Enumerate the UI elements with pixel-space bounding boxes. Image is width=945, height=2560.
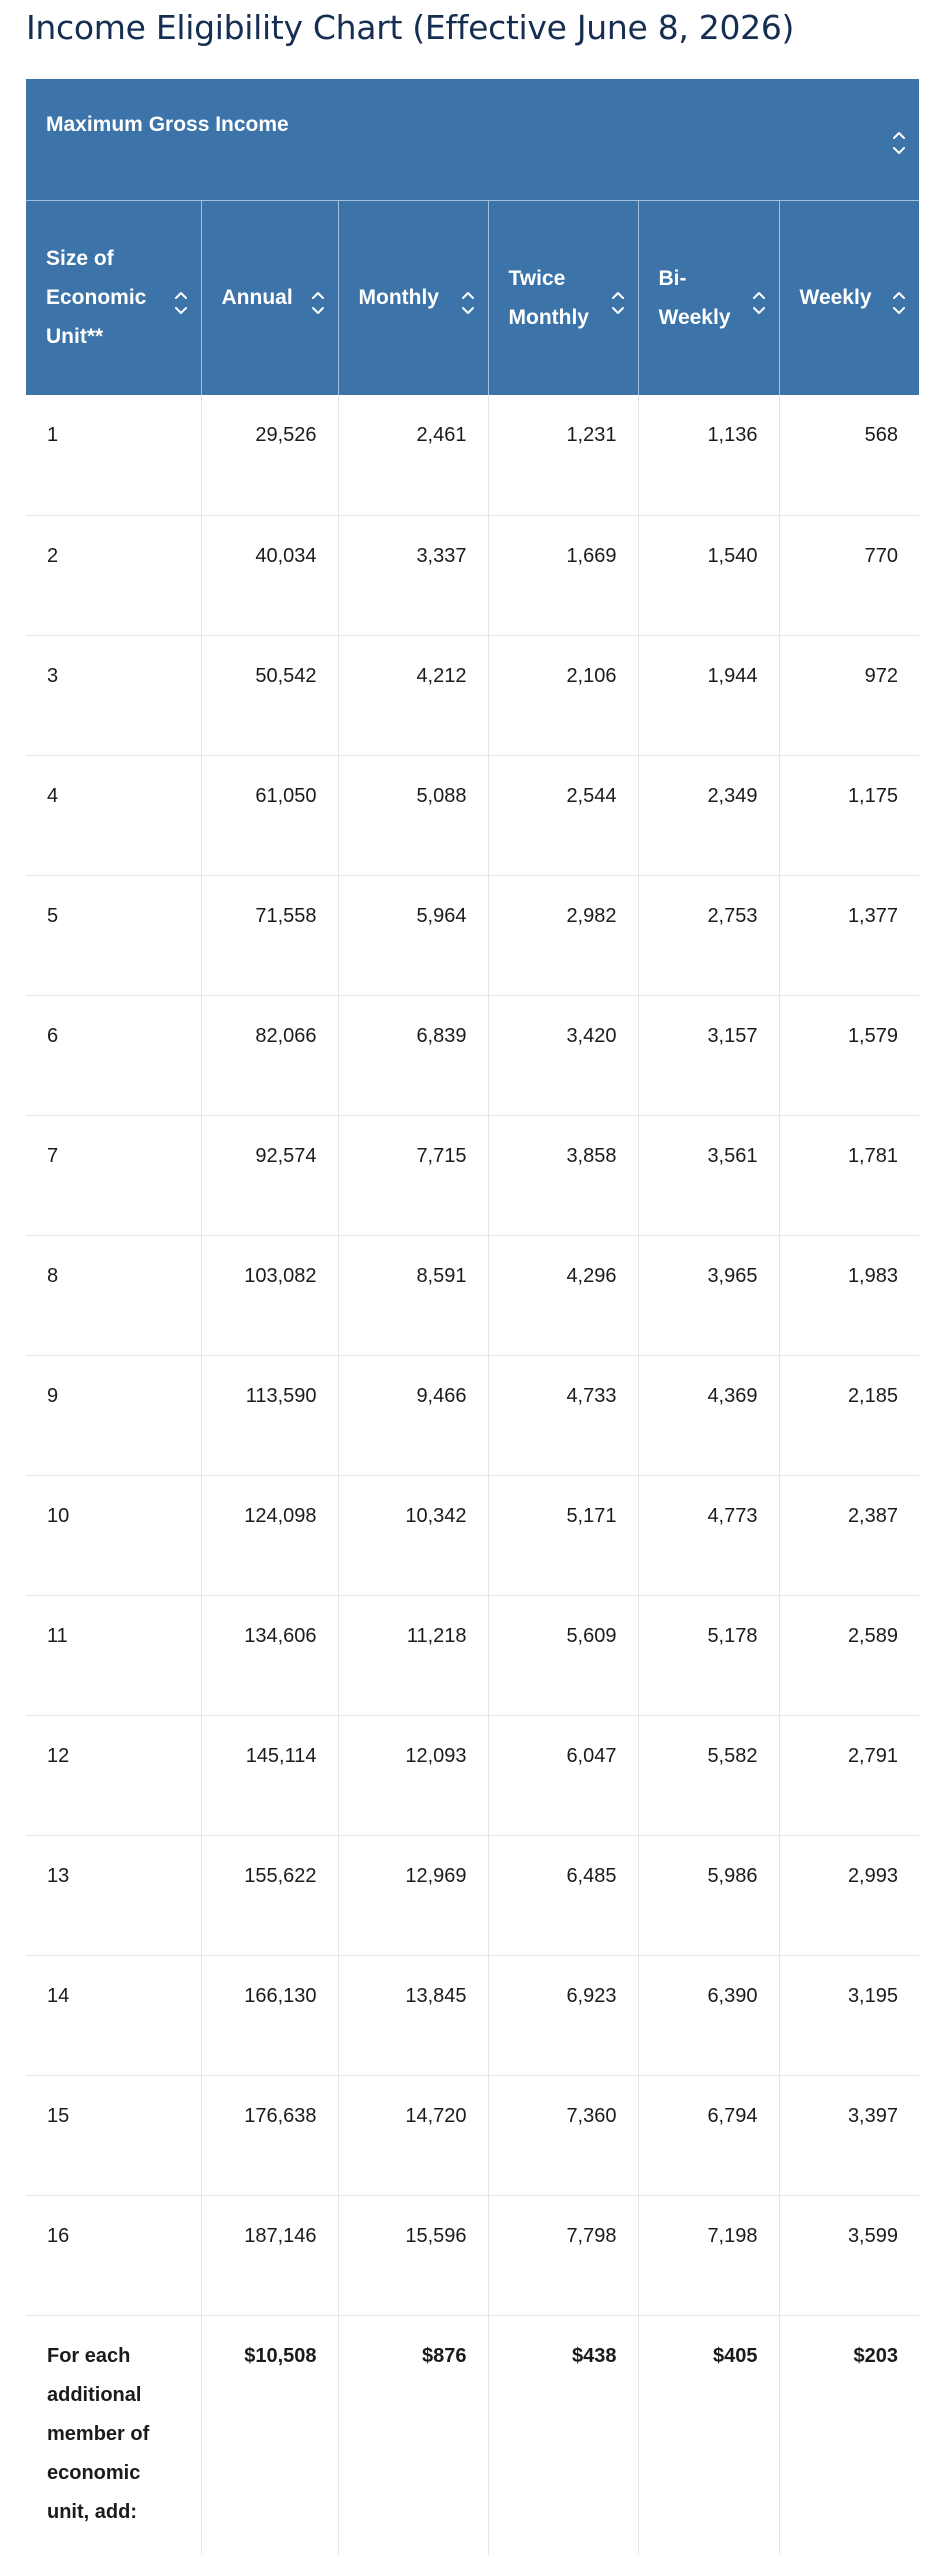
cell-weekly: 2,791 [779,1715,919,1835]
cell-bi-weekly: 6,390 [638,1955,779,2075]
cell-bi-weekly: 1,136 [638,395,779,515]
cell-annual: 103,082 [201,1235,338,1355]
cell-twice-monthly: 7,360 [488,2075,638,2195]
table-column-header-row [26,200,919,395]
income-eligibility-table [26,79,919,2555]
cell-bi-weekly: 6,794 [638,2075,779,2195]
cell-size: 3 [26,635,201,755]
column-header-twice-monthly[interactable] [488,200,638,395]
cell-weekly: 3,195 [779,1955,919,2075]
cell-weekly: 568 [779,395,919,515]
table-row [26,1355,919,1475]
cell-size: 2 [26,515,201,635]
sort-icon[interactable] [460,288,476,318]
cell-bi-weekly: 3,157 [638,995,779,1115]
cell-weekly: 1,781 [779,1115,919,1235]
cell-monthly: 3,337 [338,515,488,635]
table-row [26,2195,919,2315]
column-header-label: Monthly [358,286,439,310]
cell-size: 13 [26,1835,201,1955]
cell-twice-monthly: 3,420 [488,995,638,1115]
cell-twice-monthly: 6,485 [488,1835,638,1955]
cell-weekly: 1,175 [779,755,919,875]
cell-weekly: 1,377 [779,875,919,995]
page-title: Income Eligibility Chart (Effective June 8, 2026) [26,8,795,47]
cell-bi-weekly: 1,540 [638,515,779,635]
table-row [26,755,919,875]
table-group-header-row [26,79,919,200]
cell-annual: 92,574 [201,1115,338,1235]
cell-weekly: 2,185 [779,1355,919,1475]
cell-twice-monthly: 5,171 [488,1475,638,1595]
cell-size: 5 [26,875,201,995]
sort-icon[interactable] [310,288,326,318]
cell-monthly: 12,093 [338,1715,488,1835]
table-row [26,515,919,635]
table-row [26,1595,919,1715]
cell-twice-monthly: $438 [488,2315,638,2555]
cell-weekly: 2,589 [779,1595,919,1715]
cell-size: 9 [26,1355,201,1475]
cell-size: 12 [26,1715,201,1835]
cell-annual: 113,590 [201,1355,338,1475]
cell-twice-monthly: 4,733 [488,1355,638,1475]
cell-monthly: 11,218 [338,1595,488,1715]
cell-annual: 187,146 [201,2195,338,2315]
cell-size: 11 [26,1595,201,1715]
cell-weekly: 1,579 [779,995,919,1115]
cell-monthly: 12,969 [338,1835,488,1955]
table-row-additional-member [26,2315,919,2555]
cell-annual: 176,638 [201,2075,338,2195]
cell-bi-weekly: 7,198 [638,2195,779,2315]
cell-size: 6 [26,995,201,1115]
cell-annual: 82,066 [201,995,338,1115]
cell-bi-weekly: 5,582 [638,1715,779,1835]
cell-weekly: 770 [779,515,919,635]
cell-weekly: 3,397 [779,2075,919,2195]
cell-size: 7 [26,1115,201,1235]
cell-annual: 166,130 [201,1955,338,2075]
cell-weekly: 972 [779,635,919,755]
group-header-label: Maximum Gross Income [46,113,289,136]
cell-bi-weekly: 2,349 [638,755,779,875]
cell-annual: $10,508 [201,2315,338,2555]
table-row [26,875,919,995]
cell-weekly: $203 [779,2315,919,2555]
sort-icon[interactable] [173,288,189,318]
column-header-label: Annual [221,286,293,310]
cell-monthly: 13,845 [338,1955,488,2075]
cell-annual: 145,114 [201,1715,338,1835]
cell-monthly: 9,466 [338,1355,488,1475]
cell-monthly: 8,591 [338,1235,488,1355]
column-header-label: Twice Monthly [508,266,589,329]
cell-annual: 134,606 [201,1595,338,1715]
sort-icon[interactable] [610,288,626,318]
table-row [26,1235,919,1355]
cell-weekly: 2,993 [779,1835,919,1955]
cell-twice-monthly: 2,982 [488,875,638,995]
cell-bi-weekly: 5,178 [638,1595,779,1715]
cell-annual: 124,098 [201,1475,338,1595]
cell-size: 1 [26,395,201,515]
table-row [26,995,919,1115]
cell-weekly: 3,599 [779,2195,919,2315]
cell-annual: 155,622 [201,1835,338,1955]
cell-bi-weekly: 4,773 [638,1475,779,1595]
table-row [26,395,919,515]
cell-monthly: 14,720 [338,2075,488,2195]
column-header-label: Size of Economic Unit** [46,247,147,349]
table-row [26,1715,919,1835]
cell-monthly: 10,342 [338,1475,488,1595]
cell-annual: 71,558 [201,875,338,995]
cell-twice-monthly: 7,798 [488,2195,638,2315]
cell-twice-monthly: 3,858 [488,1115,638,1235]
cell-monthly: 4,212 [338,635,488,755]
cell-annual: 61,050 [201,755,338,875]
table-row [26,1835,919,1955]
column-group-header-max-gross-income[interactable] [26,79,919,200]
cell-monthly: 7,715 [338,1115,488,1235]
cell-bi-weekly: $405 [638,2315,779,2555]
cell-twice-monthly: 1,669 [488,515,638,635]
cell-bi-weekly: 3,561 [638,1115,779,1235]
table-row [26,1475,919,1595]
cell-size: 15 [26,2075,201,2195]
cell-annual: 40,034 [201,515,338,635]
sort-icon[interactable] [891,288,907,318]
table-row [26,1955,919,2075]
cell-annual: 50,542 [201,635,338,755]
cell-size: 16 [26,2195,201,2315]
cell-size: 4 [26,755,201,875]
cell-twice-monthly: 1,231 [488,395,638,515]
cell-twice-monthly: 4,296 [488,1235,638,1355]
column-header-annual[interactable] [201,200,338,395]
cell-monthly: $876 [338,2315,488,2555]
cell-size: 10 [26,1475,201,1595]
cell-weekly: 2,387 [779,1475,919,1595]
cell-twice-monthly: 5,609 [488,1595,638,1715]
column-header-monthly[interactable] [338,200,488,395]
cell-monthly: 15,596 [338,2195,488,2315]
cell-size: 14 [26,1955,201,2075]
cell-bi-weekly: 5,986 [638,1835,779,1955]
column-header-size-of-economic-unit[interactable] [26,200,201,395]
column-header-label: Bi-Weekly [658,266,731,329]
cell-bi-weekly: 4,369 [638,1355,779,1475]
cell-twice-monthly: 2,106 [488,635,638,755]
cell-bi-weekly: 3,965 [638,1235,779,1355]
cell-monthly: 2,461 [338,395,488,515]
income-eligibility-table-container [26,79,919,2555]
column-header-bi-weekly[interactable] [638,200,779,395]
table-row [26,2075,919,2195]
cell-monthly: 6,839 [338,995,488,1115]
sort-icon[interactable] [891,128,907,158]
table-row [26,1115,919,1235]
cell-monthly: 5,964 [338,875,488,995]
cell-size: 8 [26,1235,201,1355]
cell-monthly: 5,088 [338,755,488,875]
column-header-weekly[interactable] [779,200,919,395]
cell-additional-member-label: For each additional member of economic unit, add: [47,2344,150,2523]
cell-twice-monthly: 6,923 [488,1955,638,2075]
cell-bi-weekly: 2,753 [638,875,779,995]
cell-twice-monthly: 2,544 [488,755,638,875]
sort-icon[interactable] [751,288,767,318]
table-row [26,635,919,755]
cell-weekly: 1,983 [779,1235,919,1355]
table-body [26,395,919,2555]
cell-bi-weekly: 1,944 [638,635,779,755]
column-header-label: Weekly [799,286,872,310]
cell-annual: 29,526 [201,395,338,515]
cell-twice-monthly: 6,047 [488,1715,638,1835]
